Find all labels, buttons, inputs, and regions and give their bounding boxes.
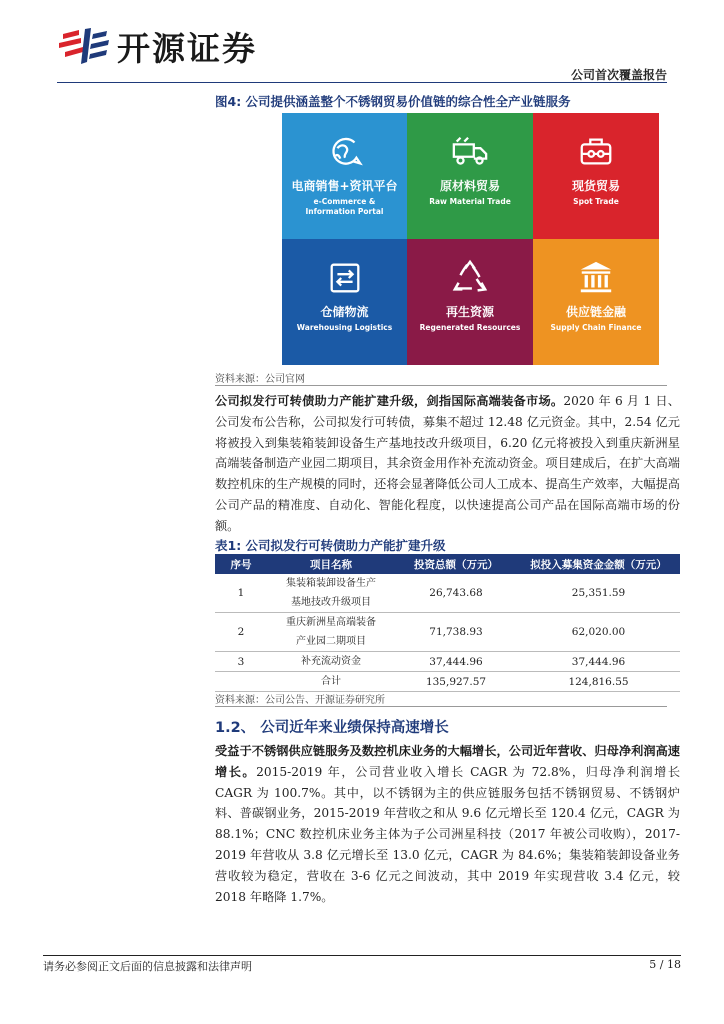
table-row	[215, 574, 680, 613]
tile-label-zh: 仓储物流	[320, 305, 369, 319]
cell-raise: 124,816.55	[517, 672, 680, 692]
header-raise: 拟投入募集资金金额（万元）	[517, 554, 680, 574]
paragraph-lead: 受益于不锈钢供应链服务及数控机床业务的大幅增长，公司近年营收、归母净利润高速增长。	[215, 744, 680, 779]
section-heading: 1.2、 公司近年来业绩保持高速增长	[215, 720, 449, 736]
footer-disclaimer: 请务必参阅正文后面的信息披露和法律声明	[43, 960, 252, 973]
tile-label-zh: 电商销售+资讯平台	[291, 179, 398, 193]
tile-label-en: Spot Trade	[573, 197, 619, 206]
table-source: 资料来源：公司公告、开源证券研究所	[215, 695, 385, 706]
tile-spot-trade	[533, 113, 659, 239]
cell-raise: 62,020.00	[517, 613, 680, 652]
cell-no: 2	[215, 613, 267, 652]
tile-label-zh: 现货贸易	[571, 179, 620, 193]
tile-warehousing	[282, 239, 407, 365]
tile-label-en: Supply Chain Finance	[550, 323, 642, 332]
paragraph-lead: 公司拟发行可转债助力产能扩建升级，剑指国际高端装备市场。	[215, 394, 564, 408]
cell-raise: 37,444.96	[517, 652, 680, 672]
cell-total: 26,743.68	[395, 574, 517, 613]
tile-supply-finance	[533, 239, 659, 365]
cell-no	[215, 672, 267, 692]
table-title: 表1: 公司拟发行可转债助力产能扩建升级	[215, 538, 446, 553]
paragraph-body: 2020 年 6 月 1 日、公司发布公告称，公司拟发行可转债，募集不超过 12.48 亿元资金。其中，2.54 亿元将被投入到集装箱装卸设备生产基地技改升级项目，6.20 亿元将被投入到重庆新洲星高端装备制造产业园二期项目，其余资金用作补充流动资金。项目建成后，在扩大高端数控机床的生产规模的同时，还将会显著降低公司人工成本、提高生产效率，大幅提高公司产品的精准度、自动化、智能化程度，以快速提高公司产品在国际高端市场的份额。	[215, 394, 680, 533]
recycle-icon	[451, 259, 489, 297]
tile-label-en: Raw Material Trade	[429, 197, 511, 206]
tile-regenerated	[407, 239, 533, 365]
tile-ecommerce	[282, 113, 407, 239]
table-row	[215, 652, 680, 672]
table-row	[215, 613, 680, 652]
table-total-row	[215, 672, 680, 692]
figure-divider	[215, 385, 667, 386]
paragraph-body: 2015-2019 年，公司营业收入增长 CAGR 为 72.8%，归母净利润增长 CAGR 为 100.7%。其中，以不锈钢为主的供应链服务包括不锈钢贸易、不锈钢炉料、普碳钢业务，2015-2019 年营收之和从 9.6 亿元增长至 120.4 亿元，CAGR 为 88.1%；CNC 数控机床业务主体为子公司洲星科技（2017 年被公司收购），2017-2019 年营收从 3.8 亿元增长至 13.0 亿元，CAGR 为 84.6%；集装箱装卸设备业务营收较为稳定，营收在 3-6 亿元之间波动，其中 2019 年实现营收 3.4 亿元，较 2018 年略降 1.7%。	[215, 764, 681, 904]
tile-label-zh: 再生资源	[445, 305, 494, 319]
tile-label-en: Regenerated Resources	[419, 323, 521, 332]
footer-divider	[43, 955, 681, 956]
cell-total: 71,738.93	[395, 613, 517, 652]
table-divider	[215, 706, 667, 707]
header-project: 项目名称	[267, 554, 395, 574]
cell-total: 37,444.96	[395, 652, 517, 672]
paragraph-growth	[215, 741, 680, 907]
tile-label-en: e-Commerce & Information Portal	[305, 197, 384, 216]
briefcase-icon	[577, 133, 615, 171]
page-number: 5 / 18	[649, 958, 681, 971]
cell-no: 1	[215, 574, 267, 613]
cell-project: 集装箱装卸设备生产 基地技改升级项目	[267, 574, 395, 613]
header-divider	[57, 82, 667, 83]
figure-title: 图4: 公司提供涵盖整个不锈钢贸易价值链的综合性全产业链服务	[215, 94, 571, 109]
figure-source: 资料来源：公司官网	[215, 374, 305, 385]
paragraph-convertible-bond	[215, 391, 680, 537]
brand-name: 开源证券	[117, 28, 257, 68]
tile-label-zh: 原材料贸易	[439, 179, 500, 193]
tile-label-zh: 供应链金融	[565, 305, 626, 319]
kaiyuan-logo-icon	[57, 26, 111, 66]
fundraising-table	[215, 554, 680, 692]
table-header-row	[215, 554, 680, 574]
cell-project: 重庆新洲星高端装备 产业园二期项目	[267, 613, 395, 652]
cell-total: 135,927.57	[395, 672, 517, 692]
cell-project: 补充流动资金	[267, 652, 395, 672]
cell-no: 3	[215, 652, 267, 672]
brand-logo	[57, 24, 257, 68]
header-no: 序号	[215, 554, 267, 574]
cell-total-label: 合计	[267, 672, 395, 692]
tile-label-en: Warehousing Logistics	[296, 323, 393, 332]
report-type: 公司首次覆盖报告	[570, 68, 667, 82]
bank-icon	[577, 259, 615, 297]
service-grid	[282, 113, 659, 365]
warehouse-box-icon	[326, 259, 364, 297]
tile-raw-material	[407, 113, 533, 239]
globe-chat-icon	[326, 133, 364, 171]
cell-raise: 25,351.59	[517, 574, 680, 613]
truck-icon	[451, 133, 489, 171]
header-total: 投资总额（万元）	[395, 554, 517, 574]
